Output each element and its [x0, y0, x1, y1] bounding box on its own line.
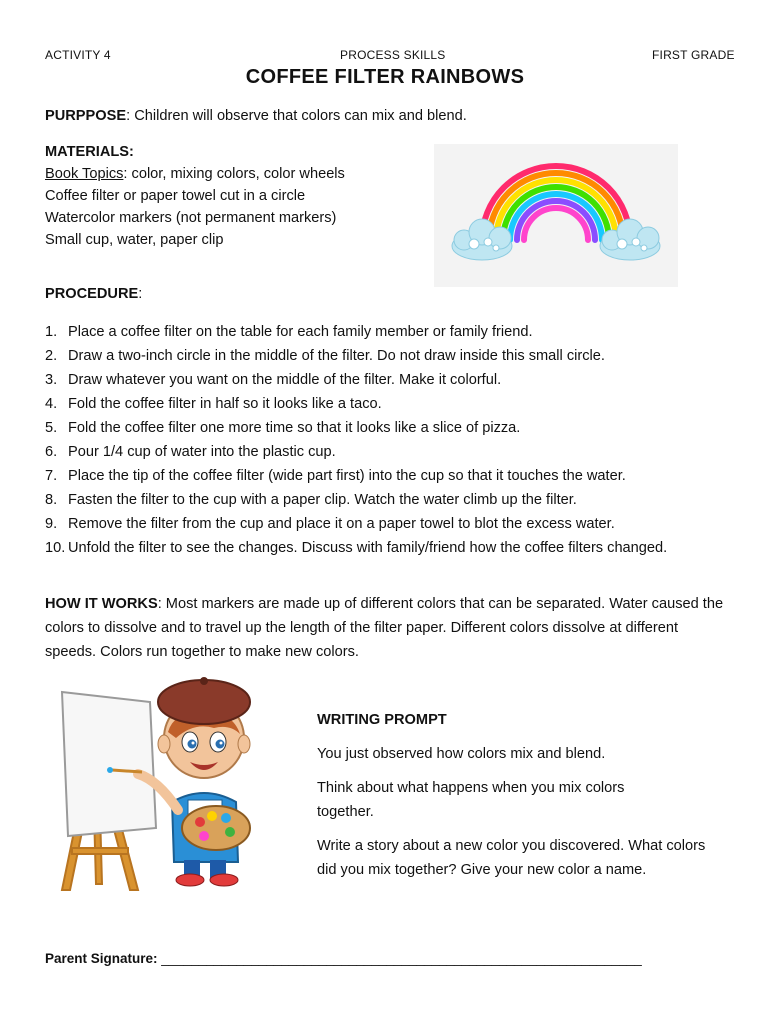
writing-prompt-p3: Write a story about a new color you discovered. What colors did you mix together? Give your new color a name.	[317, 838, 706, 878]
step-text: Draw whatever you want on the middle of the filter. Make it colorful.	[68, 372, 502, 388]
list-item	[45, 368, 735, 392]
list-item	[45, 392, 735, 416]
painter-boy-icon	[54, 672, 264, 894]
step-text: Unfold the filter to see the changes. Discuss with family/friend how the coffee filters changed.	[68, 540, 668, 556]
step-text: Fold the coffee filter one more time so that it looks like a slice of pizza.	[68, 420, 521, 436]
parent-signature-row	[45, 951, 642, 966]
materials-label: MATERIALS	[45, 144, 130, 160]
list-item	[45, 464, 735, 488]
painter-illustration	[54, 672, 264, 894]
materials-item: Small cup, water, paper clip	[45, 232, 224, 248]
skills-category: PROCESS SKILLS	[340, 48, 446, 62]
book-topics-text: : color, mixing colors, color wheels	[123, 166, 345, 182]
step-text: Fasten the filter to the cup with a paper clip. Watch the water climb up the filter.	[68, 492, 577, 508]
step-text: Fold the coffee filter in half so it looks like a taco.	[68, 396, 382, 412]
list-item	[45, 512, 735, 536]
step-number: 6.	[45, 444, 58, 460]
purpose-text: : Children will observe that colors can mix and blend.	[126, 108, 467, 124]
purpose-section	[45, 108, 467, 124]
procedure-label: PROCEDURE	[45, 286, 139, 302]
step-text: Draw a two-inch circle in the middle of the filter. Do not draw inside this small circle.	[68, 348, 605, 364]
step-text: Remove the filter from the cup and place it on a paper towel to blot the excess water.	[68, 516, 615, 532]
list-item	[45, 416, 735, 440]
writing-prompt-p1: You just observed how colors mix and blend.	[317, 746, 606, 762]
step-number: 4.	[45, 396, 58, 412]
materials-section	[45, 141, 345, 251]
step-number: 2.	[45, 348, 58, 364]
writing-prompt-label: WRITING PROMPT	[317, 712, 447, 728]
writing-prompt-p2: Think about what happens when you mix colors together.	[317, 780, 625, 820]
step-number: 8.	[45, 492, 58, 508]
signature-line: ________________________________________________________________	[161, 951, 642, 966]
grade-level: FIRST GRADE	[652, 48, 735, 62]
how-it-works-section	[45, 592, 725, 664]
procedure-heading	[45, 286, 142, 302]
step-text: Place a coffee filter on the table for each family member or family friend.	[68, 324, 533, 340]
procedure-label-colon: :	[138, 286, 143, 302]
how-it-works-label: HOW IT WORKS	[45, 596, 158, 612]
materials-item: Coffee filter or paper towel cut in a circle	[45, 188, 306, 204]
procedure-steps	[45, 320, 735, 560]
materials-label-colon: :	[129, 144, 134, 160]
list-item	[45, 320, 735, 344]
materials-item: Watercolor markers (not permanent markers)	[45, 210, 337, 226]
step-number: 1.	[45, 324, 58, 340]
step-text: Place the tip of the coffee filter (wide part first) into the cup so that it touches the water.	[68, 468, 626, 484]
list-item	[45, 488, 735, 512]
step-number: 10.	[45, 540, 66, 556]
step-number: 5.	[45, 420, 58, 436]
writing-prompt-section	[317, 708, 727, 882]
list-item	[45, 344, 735, 368]
list-item	[45, 440, 735, 464]
purpose-label: PURPPOSE	[45, 108, 127, 124]
rainbow-illustration	[434, 144, 678, 287]
step-number: 7.	[45, 468, 58, 484]
activity-number: ACTIVITY 4	[45, 48, 111, 62]
parent-signature-label: Parent Signature:	[45, 951, 158, 966]
how-it-works-text: : Most markers are made up of different colors that can be separated. Water caused the colors to dissolve and to travel up the length of the filter paper. Different colors dissolve at different speeds. Colors run together to make new colors.	[45, 596, 724, 660]
step-number: 3.	[45, 372, 58, 388]
rainbow-icon	[434, 144, 678, 287]
page-title: COFFEE FILTER RAINBOWS	[245, 66, 525, 88]
step-number: 9.	[45, 516, 58, 532]
list-item	[45, 536, 735, 560]
book-topics-label: Book Topics	[45, 166, 124, 182]
step-text: Pour 1/4 cup of water into the plastic cup.	[68, 444, 336, 460]
